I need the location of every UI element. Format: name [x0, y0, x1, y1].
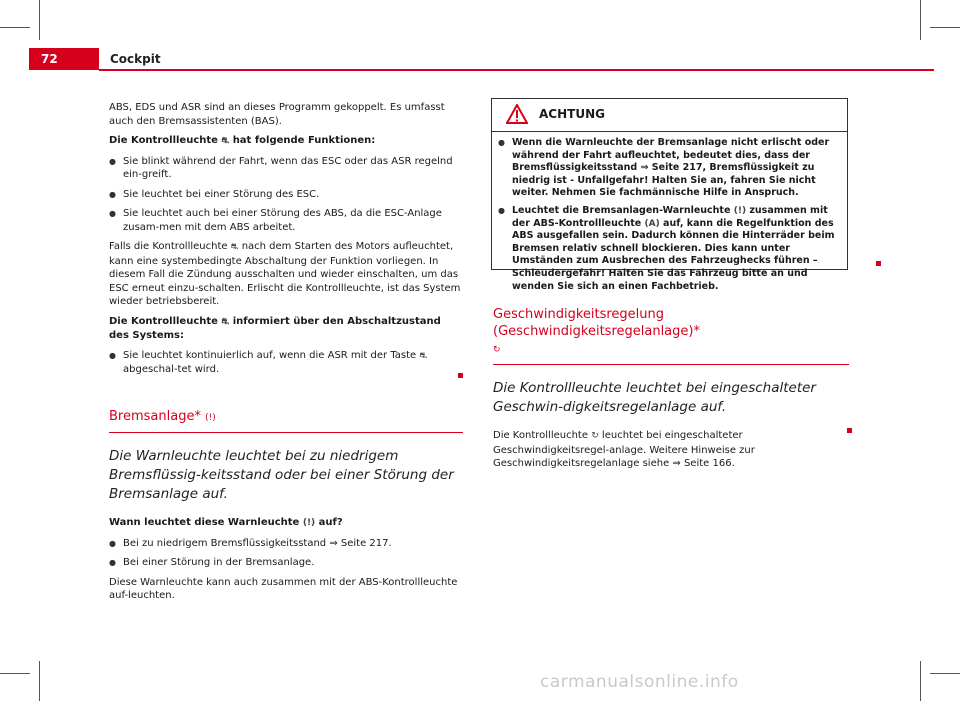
- brake-question: Wann leuchtet diese Warnleuchte (!) auf?: [109, 517, 343, 528]
- page-header: [29, 48, 934, 70]
- cruise-section-heading: Geschwindigkeitsregelung (Geschwindigkeitsregelanlage)* ↻: [493, 306, 849, 365]
- warning-header: [492, 99, 847, 132]
- crop-mark: [39, 661, 40, 701]
- watermark: carmanualsonline.info: [540, 672, 739, 692]
- brake-warning-icon: (!): [205, 413, 216, 423]
- brake-warning-icon: (!): [302, 518, 316, 528]
- brake-paragraph: Diese Warnleuchte kann auch zusammen mit der ABS-Kontrollleuchte auf-leuchten.: [109, 576, 458, 601]
- crop-mark: [0, 27, 30, 28]
- esc-heading: Die Kontrollleuchte ⛐ hat folgende Funktionen:: [109, 135, 376, 146]
- warning-title: ACHTUNG: [539, 107, 605, 121]
- page-number: 72: [29, 48, 99, 70]
- right-column: [493, 306, 849, 477]
- crop-mark: [930, 673, 960, 674]
- list-item: ● Sie leuchtet bei einer Störung des ESC.: [109, 188, 463, 202]
- cruise-lead: Die Kontrollleuchte leuchtet bei eingeschalteter Geschwin-digkeitsregelanlage auf.: [493, 380, 816, 415]
- list-item: ● Sie leuchtet kontinuierlich auf, wenn die ASR mit der Taste ⛐ abgeschal-tet wird.: [109, 349, 463, 377]
- header-rule: [99, 69, 934, 71]
- asr-heading: Die Kontrollleuchte ⛐ informiert über den Abschaltzustand des Systems:: [109, 315, 441, 341]
- brake-section-heading: Bremsanlage* (!): [109, 408, 463, 433]
- esc-warning-icon: ⛐: [221, 136, 230, 146]
- esc-warning-icon: ⛐: [230, 242, 239, 252]
- section-end-mark: [876, 261, 881, 266]
- abs-warning-icon: (A): [644, 218, 660, 229]
- list-item: ● Sie leuchtet auch bei einer Störung des ABS, da die ESC-Anlage zusam-men mit dem ABS arbeitet.: [109, 207, 463, 234]
- crop-mark: [920, 661, 921, 701]
- list-item: ● Bei einer Störung in der Bremsanlage.: [109, 556, 463, 570]
- list-item: ● Wenn die Warnleuchte der Bremsanlage nicht erlischt oder während der Fahrt aufleuchtet, bedeutet dies, dass der Bremsflüssigkeitsstand ⇒ Seite 217, Bremsflüssigkeit zu niedrig ist - Unfallgefahr! Halten Sie an, fahren Sie nicht weiter. Nehmen Sie fachmännische Hilfe in Anspruch.: [498, 137, 841, 200]
- asr-off-icon: ⛐: [419, 350, 428, 361]
- brake-warning-icon: (!): [733, 205, 747, 216]
- crop-mark: [39, 0, 40, 40]
- list-item: ● Sie blinkt während der Fahrt, wenn das ESC oder das ASR regelnd ein-greift.: [109, 155, 463, 182]
- esc-paragraph: Falls die Kontrollleuchte ⛐ nach dem Starten des Motors aufleuchtet, kann eine systembedingte Abschaltung der Funktion vorliegen. In diesem Fall die Zündung ausschalten und wieder einschalten, um das ESC erneut einzu-schalten. Erlischt die Kontrollleuchte, ist das System wieder betriebsbereit.: [109, 241, 461, 307]
- cruise-control-icon: ↻: [591, 431, 599, 441]
- cruise-paragraph: Die Kontrollleuchte ↻ leuchtet bei eingeschalteter Geschwindigkeitsregel-anlage. Weitere Hinweise zur Geschwindigkeitsregelanlage siehe ⇒ Seite 166.: [493, 430, 755, 469]
- list-item: ● Leuchtet die Bremsanlagen-Warnleuchte (!) zusammen mit der ABS-Kontrollleuchte (A) auf, kann die Regelfunktion des ABS ausgefallen sein. Dadurch können die Hinterräder beim Bremsen relativ schnell blockieren. Dies kann unter Umständen zum Ausbrechen des Fahrzeughecks führen – Schleudergefahr! Halten Sie das Fahrzeug bitte an und wenden Sie sich an einen Fachbetrieb.: [498, 205, 841, 293]
- brake-lead: Die Warnleuchte leuchtet bei zu niedrigem Bremsflüssig-keitsstand oder bei einer Störung der Bremsanlage auf.: [109, 448, 454, 502]
- page-title: Cockpit: [110, 52, 161, 66]
- warning-body: [492, 132, 847, 293]
- asr-off-icon: ⛐: [221, 316, 230, 327]
- crop-mark: [920, 0, 921, 40]
- warning-triangle-icon: [506, 104, 528, 124]
- intro-paragraph: ABS, EDS und ASR sind an dieses Programm gekoppelt. Es umfasst auch den Bremsassistenten (BAS).: [109, 102, 445, 127]
- section-end-mark: [847, 428, 852, 433]
- warning-box: [491, 98, 848, 292]
- cruise-control-icon: ↻: [493, 345, 501, 355]
- crop-mark: [930, 27, 960, 28]
- list-item: ● Bei zu niedrigem Bremsflüssigkeitsstand ⇒ Seite 217.: [109, 537, 463, 551]
- crop-mark: [0, 673, 30, 674]
- left-column: [109, 101, 463, 609]
